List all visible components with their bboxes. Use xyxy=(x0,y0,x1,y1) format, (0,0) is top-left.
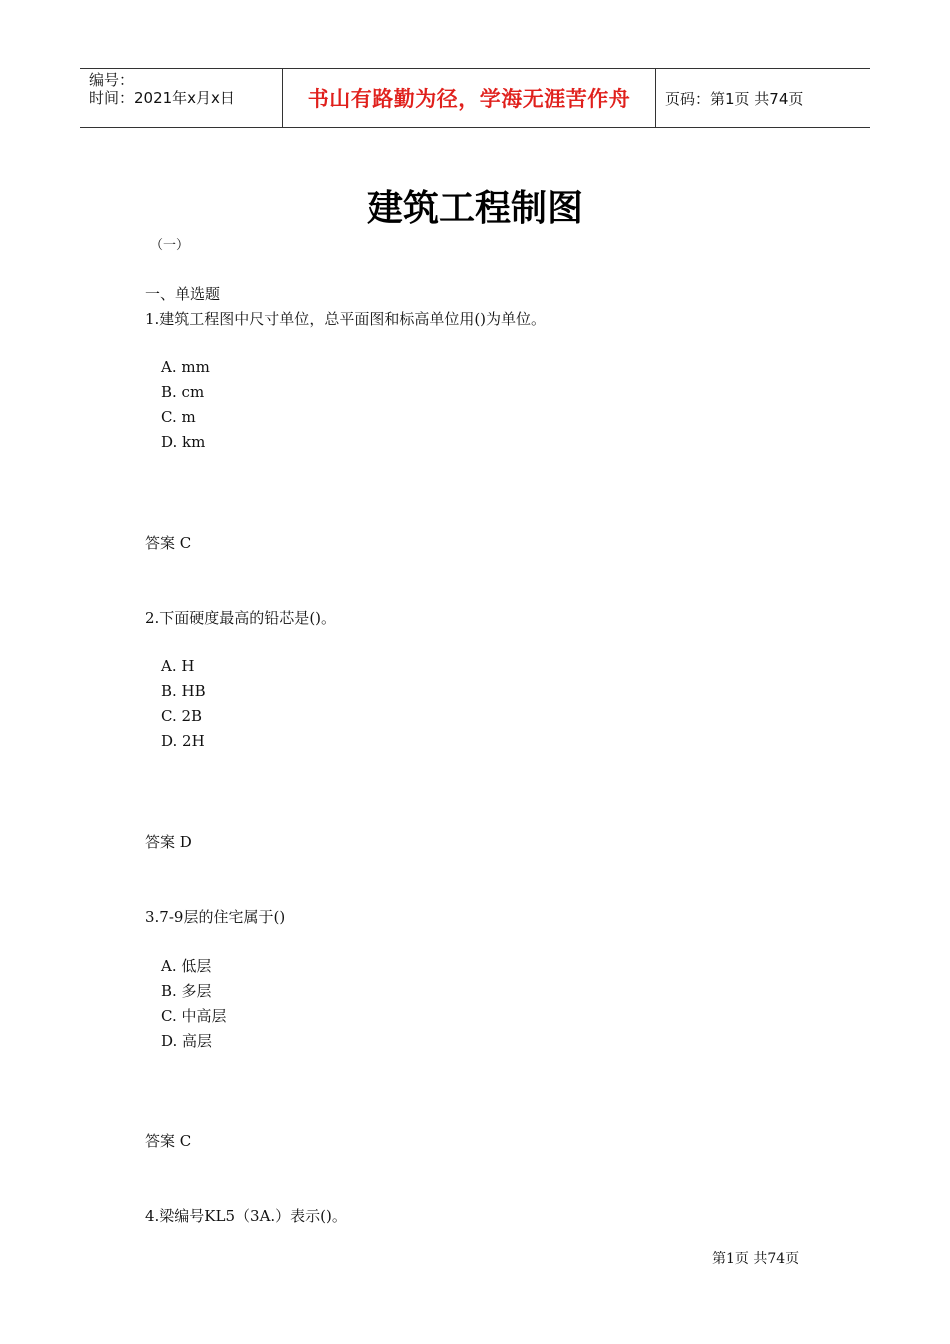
question-1-option-b: B. cm xyxy=(161,383,205,401)
question-3-option-a: A. 低层 xyxy=(161,957,212,975)
document-title: 建筑工程制图 xyxy=(366,188,583,229)
question-3-text: 3.7-9层的住宅属于() xyxy=(145,908,286,926)
question-3-option-c: C. 中高层 xyxy=(161,1007,227,1025)
document-subtitle: （一） xyxy=(150,238,190,253)
question-1-text: 1.建筑工程图中尺寸单位，总平面图和标高单位用()为单位。 xyxy=(145,310,547,328)
page-header xyxy=(80,68,870,128)
section-heading: 一、单选题 xyxy=(145,285,221,303)
question-3-option-d: D. 高层 xyxy=(161,1032,213,1050)
time-label: 时间：2021年x月x日 xyxy=(89,89,235,107)
question-2-option-b: B. HB xyxy=(161,682,206,700)
question-3-option-b: B. 多层 xyxy=(161,982,212,1000)
question-1-option-d: D. km xyxy=(161,433,206,451)
header-meta xyxy=(80,69,282,127)
header-page-info: 页码：第1页 共74页 xyxy=(665,89,804,108)
question-4-text: 4.梁编号KL5（3A.）表示()。 xyxy=(145,1207,347,1225)
page-footer: 第1页 共74页 xyxy=(712,1251,800,1267)
question-1-option-a: A. mm xyxy=(161,358,210,376)
number-label: 编号： xyxy=(89,71,135,89)
header-motto: 书山有路勤为径，学海无涯苦作舟 xyxy=(282,69,656,127)
question-3-answer: 答案 C xyxy=(145,1132,192,1150)
question-2-answer: 答案 D xyxy=(145,833,192,851)
question-2-text: 2.下面硬度最高的铅芯是()。 xyxy=(145,609,337,627)
question-2-option-d: D. 2H xyxy=(161,732,205,750)
question-2-option-c: C. 2B xyxy=(161,707,203,725)
question-2-option-a: A. H xyxy=(161,657,195,675)
question-1-option-c: C. m xyxy=(161,408,196,426)
question-1-answer: 答案 C xyxy=(145,534,192,552)
